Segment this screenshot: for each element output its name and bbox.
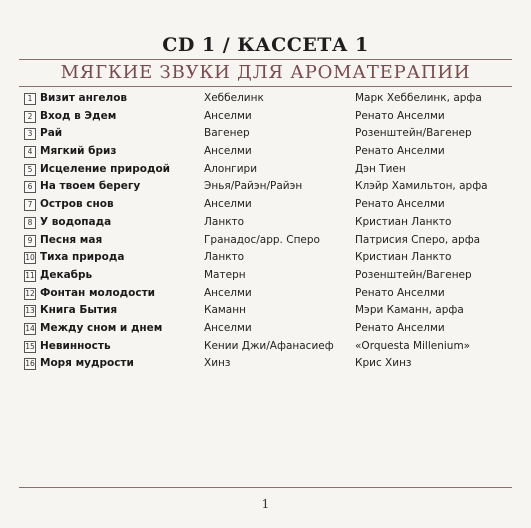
- track-composer: Алонгири: [204, 162, 258, 175]
- album-subtitle: МЯГКИЕ ЗВУКИ ДЛЯ АРОМАТЕРАПИИ: [60, 62, 471, 83]
- track-row: [24, 302, 514, 320]
- track-performer: Ренато Анселми: [355, 286, 445, 299]
- track-title: Визит ангелов: [40, 92, 128, 104]
- track-performer: Кристиан Ланкто: [355, 215, 452, 228]
- track-title: Тиха природа: [40, 251, 125, 264]
- track-composer: Матерн: [204, 268, 246, 281]
- track-title: Исцеление природой: [40, 162, 171, 175]
- track-composer: Каманн: [204, 304, 246, 317]
- track-composer: Анселми: [204, 321, 252, 334]
- track-performer: Розенштейн/Вагенер: [355, 127, 472, 140]
- track-composer: Вагенер: [204, 127, 250, 140]
- track-performer: Кристиан Ланкто: [355, 251, 452, 264]
- track-title: Рай: [40, 127, 63, 140]
- page-title: CD 1 / КАССЕТА 1: [162, 34, 369, 56]
- track-row: [24, 320, 514, 338]
- track-row: [24, 108, 514, 126]
- track-performer: Ренато Анселми: [355, 321, 445, 334]
- track-performer: Марк Хеббелинк, арфа: [355, 92, 482, 104]
- track-title: Фонтан молодости: [40, 286, 156, 299]
- track-title: На твоем берегу: [40, 180, 141, 193]
- track-number: 8: [24, 217, 36, 229]
- track-composer: Анселми: [204, 286, 252, 299]
- track-title: Между сном и днем: [40, 321, 163, 334]
- track-row: [24, 125, 514, 143]
- divider-bottom: [19, 487, 512, 488]
- track-number: 2: [24, 111, 36, 123]
- track-row: [24, 214, 514, 232]
- track-row: [24, 267, 514, 285]
- track-composer: Анселми: [204, 198, 252, 211]
- track-row: [24, 249, 514, 267]
- track-performer: Патрисия Сперо, арфа: [355, 233, 481, 246]
- track-number: 1: [24, 93, 36, 105]
- track-number: 6: [24, 181, 36, 193]
- track-performer: Ренато Анселми: [355, 198, 445, 211]
- track-title: Мягкий бриз: [40, 145, 117, 158]
- track-performer: Клэйр Хамильтон, арфа: [355, 180, 488, 193]
- track-row: [24, 338, 514, 356]
- track-title: Остров снов: [40, 198, 114, 211]
- track-number: 13: [25, 306, 35, 316]
- track-composer: Хеббелинк: [204, 92, 264, 104]
- track-performer: Мэри Каманн, арфа: [355, 304, 464, 317]
- divider-top: [19, 59, 512, 60]
- track-row: [24, 178, 514, 196]
- track-composer: Гранадос/арр. Сперо: [204, 233, 320, 246]
- track-composer: Кении Джи/Афанасиеф: [204, 339, 334, 352]
- track-composer: Хинз: [204, 357, 231, 370]
- track-number: 5: [24, 164, 36, 176]
- track-number: 3: [24, 128, 36, 140]
- track-title: Песня мая: [40, 233, 103, 246]
- track-composer: Анселми: [204, 145, 252, 158]
- track-row: [24, 161, 514, 179]
- track-row: [24, 143, 514, 161]
- track-number: 4: [24, 146, 36, 158]
- track-performer: «Orquesta Millenium»: [355, 339, 471, 352]
- track-number: 12: [25, 288, 35, 298]
- track-performer: Крис Хинз: [355, 357, 412, 370]
- track-number: 11: [25, 270, 35, 280]
- track-title: Вход в Эдем: [40, 109, 117, 122]
- track-title: Моря мудрости: [40, 357, 134, 370]
- track-performer: Ренато Анселми: [355, 145, 445, 158]
- track-composer: Ланкто: [204, 251, 245, 264]
- track-row: [24, 232, 514, 250]
- track-title: Невинность: [40, 339, 111, 352]
- track-row: [24, 355, 514, 373]
- track-number: 14: [25, 323, 35, 333]
- track-title: Книга Бытия: [40, 304, 118, 317]
- track-list: [24, 90, 514, 373]
- page-number: 1: [261, 497, 270, 511]
- track-title: У водопада: [40, 215, 112, 228]
- track-row: [24, 285, 514, 303]
- track-performer: Дэн Тиен: [355, 162, 406, 175]
- divider-middle: [19, 86, 512, 87]
- track-composer: Анселми: [204, 109, 252, 122]
- track-performer: Ренато Анселми: [355, 109, 445, 122]
- track-number: 15: [25, 341, 35, 351]
- track-row: [24, 196, 514, 214]
- track-performer: Розенштейн/Вагенер: [355, 268, 472, 281]
- track-row: [24, 90, 514, 108]
- track-composer: Ланкто: [204, 215, 245, 228]
- track-number: 9: [24, 235, 36, 247]
- track-composer: Энья/Райэн/Райэн: [204, 180, 303, 193]
- track-number: 16: [25, 359, 35, 369]
- track-number: 7: [24, 199, 36, 211]
- track-number: 10: [25, 253, 35, 263]
- track-title: Декабрь: [40, 268, 93, 281]
